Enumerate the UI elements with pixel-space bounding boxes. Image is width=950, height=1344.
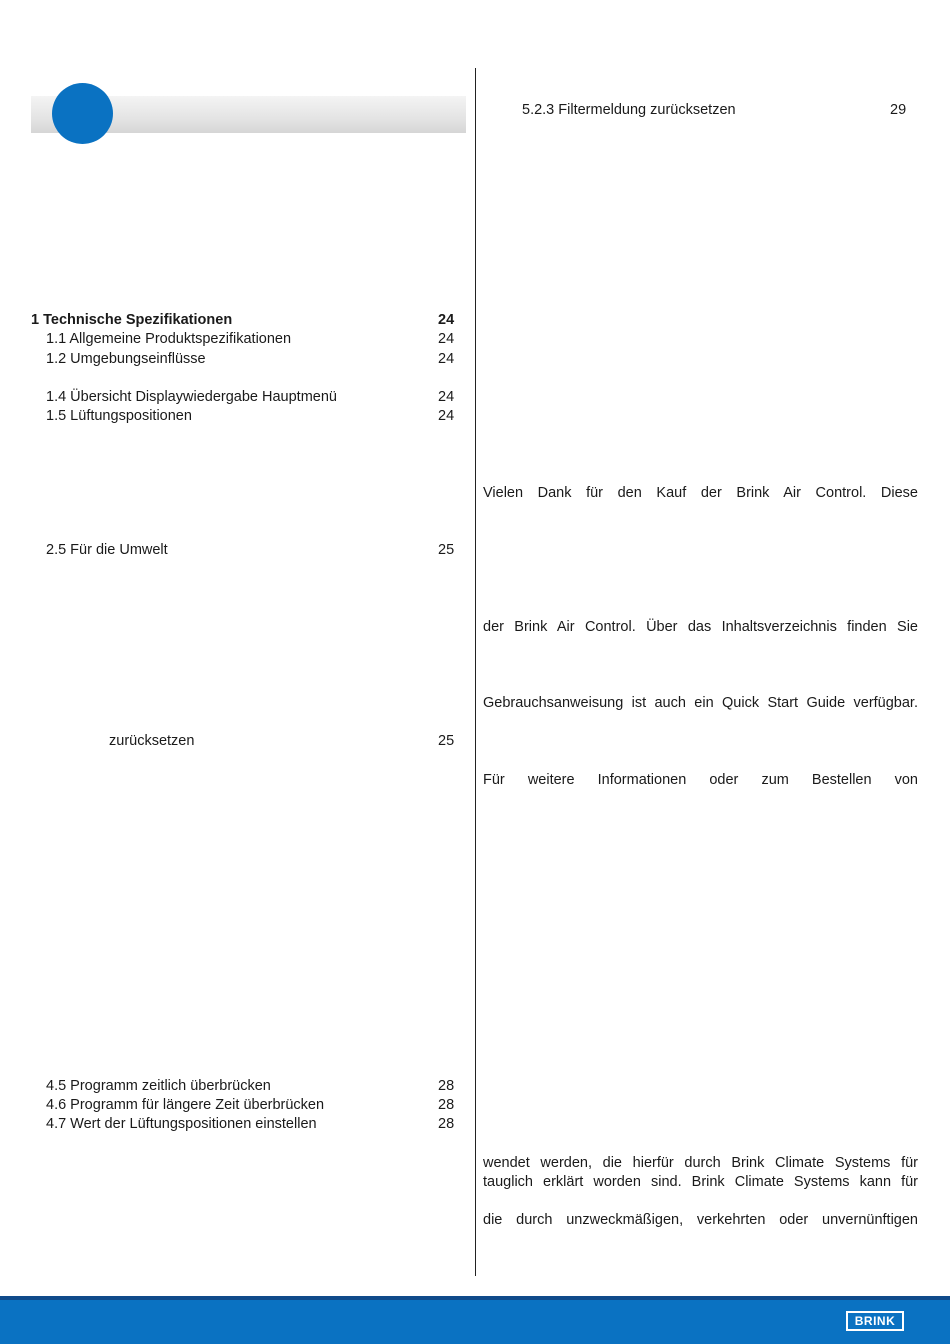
intro-paragraph-line: der Brink Air Control. Über das Inhaltsverzeichnis finden Sie — [483, 619, 918, 635]
warranty-paragraph-line: tauglich erklärt worden sind. Brink Climate Systems kann für — [483, 1174, 918, 1190]
section-number-circle — [52, 83, 113, 144]
toc-entry-label: 4.6 Programm für längere Zeit überbrücken — [46, 1097, 325, 1113]
toc-entry-label: 1.1 Allgemeine Produktspezifikationen — [46, 331, 292, 347]
toc-entry-label: 5.2.3 Filtermeldung zurücksetzen — [522, 102, 736, 118]
toc-entry-label: 1.2 Umgebungseinflüsse — [46, 351, 206, 367]
toc-entry-label: 1 Technische Spezifikationen — [31, 312, 233, 328]
toc-entry-page: 24 — [438, 351, 455, 367]
toc-entry-label: 1.4 Übersicht Displaywiedergabe Hauptmenü — [46, 389, 337, 405]
toc-entry-label: 2.5 Für die Umwelt — [46, 542, 168, 558]
column-divider — [475, 68, 476, 1276]
toc-entry-page: 24 — [438, 331, 455, 347]
brink-logo: BRINK — [846, 1311, 904, 1331]
toc-entry-page: 28 — [438, 1116, 455, 1132]
toc-entry-page: 25 — [438, 733, 455, 749]
toc-entry-page: 28 — [438, 1078, 455, 1094]
toc-entry-page: 24 — [438, 408, 455, 424]
intro-paragraph-line: Für weitere Informationen oder zum Bestellen von — [483, 772, 918, 788]
footer-band — [0, 1296, 950, 1344]
toc-entry-label: 1.5 Lüftungspositionen — [46, 408, 192, 424]
toc-entry-label: zurücksetzen — [109, 733, 195, 749]
warranty-paragraph-line: wendet werden, die hierfür durch Brink Climate Systems für — [483, 1155, 918, 1171]
toc-entry-page: 24 — [438, 389, 455, 405]
intro-paragraph-line: Gebrauchsanweisung ist auch ein Quick Start Guide verfügbar. — [483, 695, 918, 711]
toc-entry-page: 28 — [438, 1097, 455, 1113]
toc-entry-page: 29 — [890, 102, 907, 118]
intro-paragraph-line: Vielen Dank für den Kauf der Brink Air Control. Diese — [483, 485, 918, 501]
footer-top-line — [0, 1296, 950, 1300]
toc-entry-page: 25 — [438, 542, 455, 558]
toc-entry-label: 4.7 Wert der Lüftungspositionen einstellen — [46, 1116, 317, 1132]
toc-entry-label: 4.5 Programm zeitlich überbrücken — [46, 1078, 271, 1094]
toc-entry-page: 24 — [438, 312, 455, 328]
warranty-paragraph-line: die durch unzweckmäßigen, verkehrten oder unvernünftigen — [483, 1212, 918, 1228]
